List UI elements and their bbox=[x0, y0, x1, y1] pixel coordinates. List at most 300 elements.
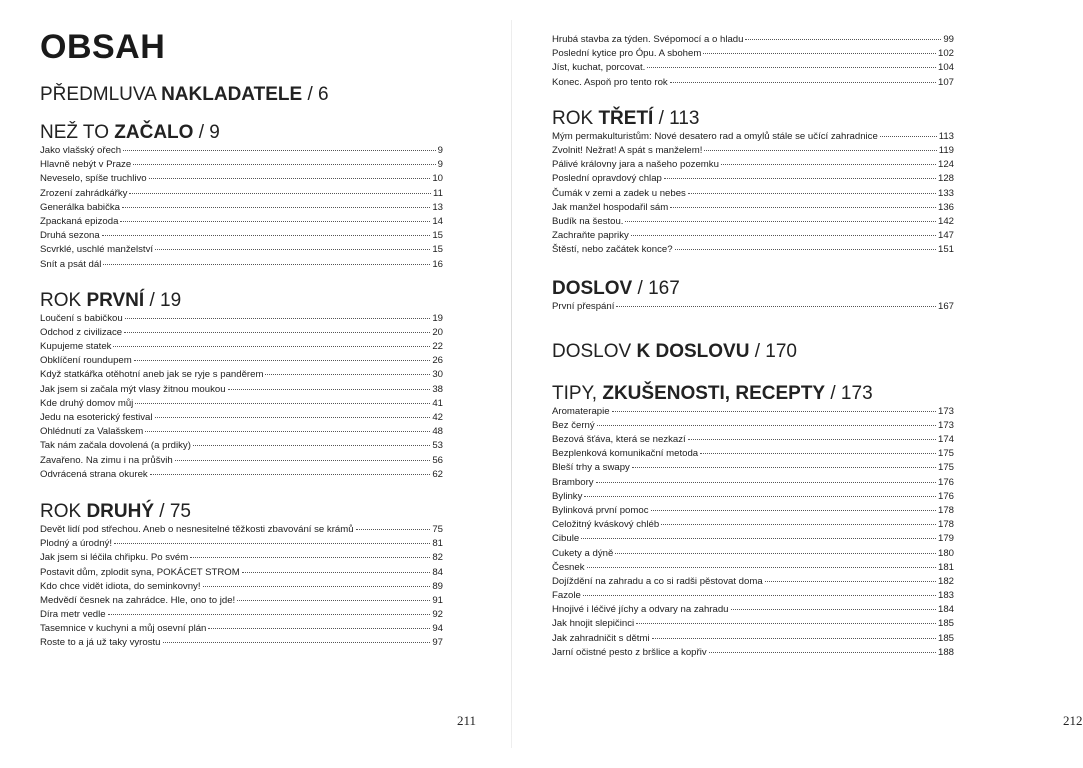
dot-leader bbox=[703, 53, 936, 54]
entry-title: Zrození zahrádkářky bbox=[40, 187, 128, 199]
section-heading bbox=[552, 108, 954, 130]
toc-entry bbox=[40, 215, 443, 229]
entry-page-number: 15 bbox=[432, 244, 443, 256]
toc-entry bbox=[40, 468, 443, 482]
section-heading-page: / 6 bbox=[302, 84, 329, 105]
section-heading bbox=[552, 341, 954, 363]
page-number-left: 211 bbox=[457, 713, 477, 728]
entry-title: Kde druhý domov můj bbox=[40, 397, 134, 409]
right-page bbox=[512, 0, 1083, 768]
entry-title: Čumák v zemi a zadek u nebes bbox=[552, 187, 686, 199]
page-number-right: 212 bbox=[1063, 713, 1083, 728]
dot-leader bbox=[745, 39, 941, 40]
entry-title: Bleší trhy a swapy bbox=[552, 462, 630, 474]
dot-leader bbox=[120, 221, 430, 222]
toc-entry bbox=[40, 229, 443, 243]
dot-leader bbox=[102, 235, 431, 236]
entry-title: Bezplenková komunikační metoda bbox=[552, 448, 699, 460]
entry-title: Jak jsem si začala mýt vlasy žitnou moukou bbox=[40, 383, 226, 395]
entry-title: První přespání bbox=[552, 301, 615, 313]
section-heading-prefix: ROK bbox=[40, 500, 87, 522]
entry-page-number: 30 bbox=[432, 369, 443, 381]
dot-leader bbox=[163, 642, 431, 643]
toc-entry bbox=[40, 411, 443, 425]
toc-entry bbox=[552, 589, 954, 603]
dot-leader bbox=[636, 623, 936, 624]
toc-entry bbox=[40, 439, 443, 453]
entry-title: Scvrklé, uschlé manželství bbox=[40, 244, 154, 256]
dot-leader bbox=[700, 453, 936, 454]
dot-leader bbox=[584, 496, 936, 497]
section-heading-bold: ZAČALO bbox=[114, 122, 194, 143]
toc-entry bbox=[552, 518, 954, 532]
toc-entry bbox=[40, 594, 443, 608]
dot-leader bbox=[709, 652, 936, 653]
toc-entry bbox=[552, 646, 954, 660]
toc-entry bbox=[40, 187, 443, 201]
entry-page-number: 173 bbox=[937, 419, 954, 431]
section-heading bbox=[552, 278, 954, 300]
dot-leader bbox=[208, 628, 430, 629]
toc-entry bbox=[40, 383, 443, 397]
entry-page-number: 16 bbox=[432, 258, 443, 270]
entry-page-number: 89 bbox=[432, 580, 443, 592]
entry-title: Bezová šťáva, která se nezkazí bbox=[552, 434, 686, 445]
dot-leader bbox=[135, 403, 430, 404]
toc-section bbox=[40, 122, 443, 272]
section-heading-bold: NAKLADATELE bbox=[161, 84, 303, 105]
entry-page-number: 128 bbox=[937, 173, 954, 185]
section-heading-bold: ZKUŠENOSTI, RECEPTY bbox=[602, 382, 826, 404]
section-entries bbox=[552, 130, 954, 258]
toc-entry bbox=[552, 419, 954, 433]
entry-page-number: 11 bbox=[433, 187, 443, 199]
entry-title: Česnek bbox=[552, 561, 585, 573]
entry-title: Roste to a já už taky vyrostu bbox=[40, 637, 161, 649]
dot-leader bbox=[108, 614, 431, 615]
toc-entry bbox=[552, 201, 954, 215]
entry-title: Cukety a dýně bbox=[552, 547, 614, 559]
section-heading-page: / 167 bbox=[632, 278, 680, 300]
entry-page-number: 20 bbox=[432, 326, 443, 338]
section-heading-prefix: TIPY, bbox=[552, 382, 603, 404]
toc-entry bbox=[40, 144, 443, 158]
entry-page-number: 9 bbox=[437, 159, 443, 171]
entry-page-number: 151 bbox=[937, 244, 954, 256]
entry-page-number: 38 bbox=[432, 383, 443, 395]
entry-title: Budík na šestou. bbox=[552, 215, 624, 227]
entry-page-number: 19 bbox=[432, 312, 443, 324]
toc-entry bbox=[40, 340, 443, 354]
dot-leader bbox=[155, 249, 430, 250]
section-heading-bold: PRVNÍ bbox=[86, 289, 145, 311]
toc-entry bbox=[552, 47, 954, 61]
entry-page-number: 142 bbox=[937, 215, 954, 227]
section-heading-prefix: ROK bbox=[552, 107, 599, 129]
toc-section bbox=[552, 108, 954, 258]
entry-title: Zavařeno. Na zimu i na průšvih bbox=[40, 454, 173, 466]
entry-page-number: 175 bbox=[937, 448, 954, 460]
toc-entry bbox=[552, 61, 954, 75]
section-heading-prefix: ROK bbox=[40, 289, 87, 311]
dot-leader bbox=[647, 67, 936, 68]
dot-leader bbox=[125, 318, 431, 319]
toc-entry bbox=[40, 551, 443, 565]
dot-leader bbox=[880, 136, 937, 137]
right-toc-sections bbox=[552, 108, 954, 660]
entry-page-number: 133 bbox=[937, 187, 954, 199]
section-heading-bold: DRUHÝ bbox=[86, 500, 155, 522]
entry-title: Hnojivé i léčivé jíchy a odvary na zahradu bbox=[552, 604, 729, 616]
entry-page-number: 178 bbox=[937, 519, 954, 531]
toc-section bbox=[552, 278, 954, 314]
dot-leader bbox=[581, 538, 936, 539]
entry-page-number: 9 bbox=[437, 145, 443, 156]
toc-entry bbox=[40, 566, 443, 580]
section-heading-page: / 113 bbox=[653, 107, 700, 129]
entry-title: Konec. Aspoň pro tento rok bbox=[552, 76, 668, 88]
dot-leader bbox=[265, 374, 430, 375]
toc-entry bbox=[40, 425, 443, 439]
entry-page-number: 26 bbox=[432, 355, 443, 367]
entry-page-number: 13 bbox=[432, 201, 443, 213]
toc-entry bbox=[40, 523, 443, 537]
entry-title: Jak hnojit slepičinci bbox=[552, 618, 635, 630]
dot-leader bbox=[190, 557, 430, 558]
toc-entry bbox=[552, 632, 954, 646]
dot-leader bbox=[124, 332, 430, 333]
toc-entry bbox=[552, 33, 954, 47]
toc-entry bbox=[552, 187, 954, 201]
entry-title: Jak jsem si léčila chřipku. Po svém bbox=[40, 552, 189, 564]
section-heading-prefix: DOSLOV bbox=[552, 340, 637, 362]
entry-title: Fazole bbox=[552, 590, 581, 602]
dot-leader bbox=[704, 150, 936, 151]
toc-entry bbox=[552, 158, 954, 172]
toc-entry bbox=[552, 561, 954, 575]
toc-entry bbox=[552, 405, 954, 419]
toc-entry bbox=[40, 368, 443, 382]
toc-entry bbox=[40, 354, 443, 368]
dot-leader bbox=[651, 510, 936, 511]
entry-page-number: 41 bbox=[432, 397, 443, 409]
toc-entry bbox=[552, 130, 954, 144]
dot-leader bbox=[149, 178, 431, 179]
dot-leader bbox=[631, 235, 936, 236]
entry-title: Pálivé královny jara a našeho pozemku bbox=[552, 159, 719, 171]
entry-title: Kupujeme statek bbox=[40, 341, 112, 353]
dot-leader bbox=[228, 389, 431, 390]
toc-entry bbox=[552, 575, 954, 589]
entry-page-number: 147 bbox=[937, 230, 954, 242]
entry-page-number: 136 bbox=[937, 201, 954, 213]
entry-title: Odvrácená strana okurek bbox=[40, 468, 148, 480]
entry-page-number: 22 bbox=[432, 341, 443, 353]
entry-title: Obklíčení roundupem bbox=[40, 355, 132, 367]
entry-page-number: 107 bbox=[937, 76, 954, 88]
entry-page-number: 182 bbox=[937, 575, 954, 587]
dot-leader bbox=[765, 581, 936, 582]
toc-entry bbox=[552, 229, 954, 243]
toc-section bbox=[40, 84, 443, 106]
entry-title: Bylinková první pomoc bbox=[552, 504, 649, 516]
dot-leader bbox=[587, 567, 936, 568]
entry-page-number: 184 bbox=[937, 604, 954, 616]
entry-title: Zvolnit! Nežrat! A spát s manželem! bbox=[552, 144, 703, 156]
toc-entry bbox=[552, 215, 954, 229]
toc-entry bbox=[552, 76, 954, 90]
section-entries bbox=[552, 405, 954, 660]
page-title: OBSAH bbox=[40, 28, 166, 66]
dot-leader bbox=[103, 264, 430, 265]
toc-entry bbox=[552, 144, 954, 158]
entry-title: Tak nám začala dovolená (a prdiky) bbox=[40, 440, 191, 452]
entry-page-number: 124 bbox=[937, 159, 954, 171]
entry-title: Jako vlašský ořech bbox=[40, 145, 122, 156]
toc-entry bbox=[552, 476, 954, 490]
entry-title: Cibule bbox=[552, 533, 580, 545]
section-heading-page: / 19 bbox=[144, 289, 182, 311]
toc-entry bbox=[552, 461, 954, 475]
section-heading-prefix: NEŽ TO bbox=[40, 122, 115, 143]
continued-entries bbox=[552, 33, 954, 90]
entry-title: Plodný a úrodný! bbox=[40, 538, 112, 550]
toc-entry bbox=[40, 608, 443, 622]
entry-page-number: 53 bbox=[432, 440, 443, 452]
toc-entry bbox=[552, 490, 954, 504]
dot-leader bbox=[113, 346, 430, 347]
toc-entry bbox=[40, 326, 443, 340]
entry-title: Poslední opravdový chlap bbox=[552, 173, 662, 185]
dot-leader bbox=[664, 178, 936, 179]
entry-page-number: 119 bbox=[938, 144, 954, 156]
toc-entry bbox=[40, 397, 443, 411]
section-heading-prefix: PŘEDMLUVA bbox=[40, 84, 162, 105]
entry-page-number: 14 bbox=[432, 215, 443, 227]
entry-page-number: 10 bbox=[432, 173, 443, 185]
entry-page-number: 175 bbox=[937, 462, 954, 474]
dot-leader bbox=[597, 425, 936, 426]
dot-leader bbox=[625, 221, 936, 222]
entry-page-number: 81 bbox=[432, 538, 443, 550]
entry-page-number: 113 bbox=[938, 130, 954, 142]
entry-title: Celožitný kváskový chléb bbox=[552, 519, 660, 531]
entry-page-number: 84 bbox=[432, 566, 443, 578]
entry-title: Aromaterapie bbox=[552, 405, 610, 417]
toc-entry bbox=[552, 532, 954, 546]
entry-page-number: 94 bbox=[432, 623, 443, 635]
entry-title: Bez černý bbox=[552, 419, 595, 431]
section-heading-page: / 170 bbox=[749, 340, 797, 362]
entry-title: Díra metr vedle bbox=[40, 609, 106, 621]
dot-leader bbox=[670, 82, 936, 83]
entry-title: Zpackaná epizoda bbox=[40, 215, 119, 227]
entry-page-number: 173 bbox=[937, 405, 954, 417]
entry-title: Odchod z civilizace bbox=[40, 326, 123, 338]
toc-section bbox=[40, 290, 443, 482]
dot-leader bbox=[721, 164, 936, 165]
entry-page-number: 99 bbox=[943, 34, 954, 45]
toc-entry bbox=[552, 547, 954, 561]
entry-page-number: 91 bbox=[432, 594, 443, 606]
section-heading-page: / 75 bbox=[154, 500, 191, 522]
entry-title: Druhá sezona bbox=[40, 230, 100, 242]
entry-page-number: 176 bbox=[937, 490, 954, 502]
toc-entry bbox=[552, 300, 954, 314]
entry-title: Jíst, kuchat, porcovat. bbox=[552, 62, 646, 74]
entry-page-number: 82 bbox=[432, 552, 443, 564]
dot-leader bbox=[675, 249, 936, 250]
dot-leader bbox=[133, 164, 435, 165]
toc-entry bbox=[40, 158, 443, 172]
entry-page-number: 185 bbox=[937, 618, 954, 630]
left-toc-sections bbox=[40, 84, 443, 651]
entry-page-number: 179 bbox=[937, 533, 954, 545]
entry-page-number: 75 bbox=[432, 523, 443, 535]
toc-entry bbox=[40, 537, 443, 551]
section-heading bbox=[40, 84, 443, 106]
section-entries bbox=[40, 523, 443, 651]
dot-leader bbox=[688, 193, 936, 194]
toc-entry bbox=[40, 622, 443, 636]
dot-leader bbox=[632, 467, 936, 468]
dot-leader bbox=[615, 553, 936, 554]
entry-title: Kdo chce vidět idiota, do seminkovny! bbox=[40, 580, 201, 592]
entry-page-number: 56 bbox=[432, 454, 443, 466]
dot-leader bbox=[145, 431, 430, 432]
toc-entry bbox=[40, 454, 443, 468]
entry-title: Snít a psát dál bbox=[40, 258, 102, 270]
dot-leader bbox=[129, 193, 431, 194]
toc-entry bbox=[552, 433, 954, 447]
entry-title: Bylinky bbox=[552, 490, 583, 502]
dot-leader bbox=[193, 445, 430, 446]
toc-entry bbox=[552, 243, 954, 257]
dot-leader bbox=[134, 360, 431, 361]
entry-page-number: 62 bbox=[432, 468, 443, 480]
toc-entry bbox=[40, 258, 443, 272]
entry-title: Jak zahradničit s dětmi bbox=[552, 632, 650, 644]
section-entries bbox=[40, 144, 443, 272]
entry-page-number: 48 bbox=[432, 426, 443, 438]
entry-title: Dojíždění na zahradu a co si radši pěstovat doma bbox=[552, 575, 763, 587]
entry-page-number: 180 bbox=[937, 547, 954, 559]
entry-title: Brambory bbox=[552, 476, 594, 488]
dot-leader bbox=[731, 609, 936, 610]
toc-entry bbox=[552, 172, 954, 186]
section-heading-bold: TŘETÍ bbox=[598, 107, 654, 129]
right-column bbox=[552, 33, 954, 660]
entry-title: Neveselo, spíše truchlivo bbox=[40, 173, 147, 185]
section-heading bbox=[40, 290, 443, 312]
entry-title: Generálka babička bbox=[40, 201, 120, 213]
entry-page-number: 97 bbox=[432, 637, 443, 649]
entry-title: Jedu na esoterický festival bbox=[40, 412, 153, 423]
entry-page-number: 183 bbox=[937, 590, 954, 602]
entry-page-number: 104 bbox=[937, 62, 954, 74]
entry-page-number: 174 bbox=[937, 434, 954, 445]
toc-section bbox=[552, 341, 954, 363]
section-entries bbox=[40, 312, 443, 482]
dot-leader bbox=[652, 638, 936, 639]
entry-page-number: 185 bbox=[937, 632, 954, 644]
section-heading bbox=[552, 383, 954, 405]
section-heading-page: / 9 bbox=[193, 122, 220, 143]
entry-page-number: 15 bbox=[432, 230, 443, 242]
entry-page-number: 102 bbox=[937, 48, 954, 60]
dot-leader bbox=[155, 417, 431, 418]
toc-entry bbox=[40, 636, 443, 650]
dot-leader bbox=[596, 482, 936, 483]
dot-leader bbox=[612, 411, 936, 412]
entry-title: Devět lidí pod střechou. Aneb o nesnesitelné těžkosti zbavování se krámů bbox=[40, 523, 354, 535]
dot-leader bbox=[242, 572, 431, 573]
entry-title: Medvědí česnek na zahrádce. Hle, ono to jde! bbox=[40, 594, 236, 606]
dot-leader bbox=[688, 439, 936, 440]
toc-entry bbox=[552, 447, 954, 461]
entry-page-number: 176 bbox=[937, 476, 954, 488]
section-heading-bold: DOSLOV bbox=[552, 278, 633, 300]
entry-page-number: 178 bbox=[937, 504, 954, 516]
section-entries bbox=[552, 300, 954, 314]
entry-title: Hrubá stavba za týden. Svépomocí a o hladu bbox=[552, 34, 744, 45]
toc-entry bbox=[552, 504, 954, 518]
entry-page-number: 167 bbox=[937, 301, 954, 313]
dot-leader bbox=[670, 207, 936, 208]
dot-leader bbox=[175, 460, 431, 461]
entry-title: Tasemnice v kuchyni a můj osevní plán bbox=[40, 623, 207, 635]
entry-title: Mým permakulturistům: Nové desatero rad a omylů stále se učící zahradnice bbox=[552, 130, 878, 142]
entry-title: Hlavně nebýt v Praze bbox=[40, 159, 132, 171]
left-column bbox=[40, 28, 443, 651]
section-heading-bold: K DOSLOVU bbox=[636, 340, 750, 362]
entry-title: Jak manžel hospodařil sám bbox=[552, 201, 669, 213]
left-page bbox=[0, 0, 512, 768]
entry-title: Když statkářka otěhotní aneb jak se ryje s panděrem bbox=[40, 369, 264, 381]
entry-title: Poslední kytice pro Ópu. A sbohem bbox=[552, 48, 702, 60]
entry-title: Štěstí, nebo začátek konce? bbox=[552, 244, 673, 256]
section-heading-page: / 173 bbox=[825, 382, 873, 404]
toc-entry bbox=[40, 243, 443, 257]
entry-title: Jarní očistné pesto z bršlice a kopřiv bbox=[552, 646, 707, 658]
toc-section bbox=[552, 383, 954, 660]
entry-page-number: 42 bbox=[432, 412, 443, 423]
dot-leader bbox=[616, 306, 936, 307]
dot-leader bbox=[123, 150, 436, 151]
section-heading bbox=[40, 122, 443, 144]
dot-leader bbox=[237, 600, 430, 601]
dot-leader bbox=[203, 586, 431, 587]
toc-section bbox=[40, 501, 443, 651]
section-heading bbox=[40, 501, 443, 523]
entry-page-number: 181 bbox=[937, 561, 954, 573]
entry-title: Zachraňte papriky bbox=[552, 230, 629, 242]
toc-entry bbox=[552, 603, 954, 617]
dot-leader bbox=[114, 543, 430, 544]
dot-leader bbox=[583, 595, 936, 596]
entry-title: Loučení s babičkou bbox=[40, 312, 123, 324]
dot-leader bbox=[150, 474, 431, 475]
toc-entry bbox=[552, 617, 954, 631]
toc-entry bbox=[40, 580, 443, 594]
entry-title: Postavit dům, zplodit syna, POKÁCET STROM bbox=[40, 566, 240, 578]
entry-page-number: 188 bbox=[937, 646, 954, 658]
dot-leader bbox=[356, 529, 431, 530]
entry-title: Ohlédnutí za Valašskem bbox=[40, 426, 144, 438]
toc-entry bbox=[40, 201, 443, 215]
entry-page-number: 92 bbox=[432, 609, 443, 621]
dot-leader bbox=[661, 524, 936, 525]
